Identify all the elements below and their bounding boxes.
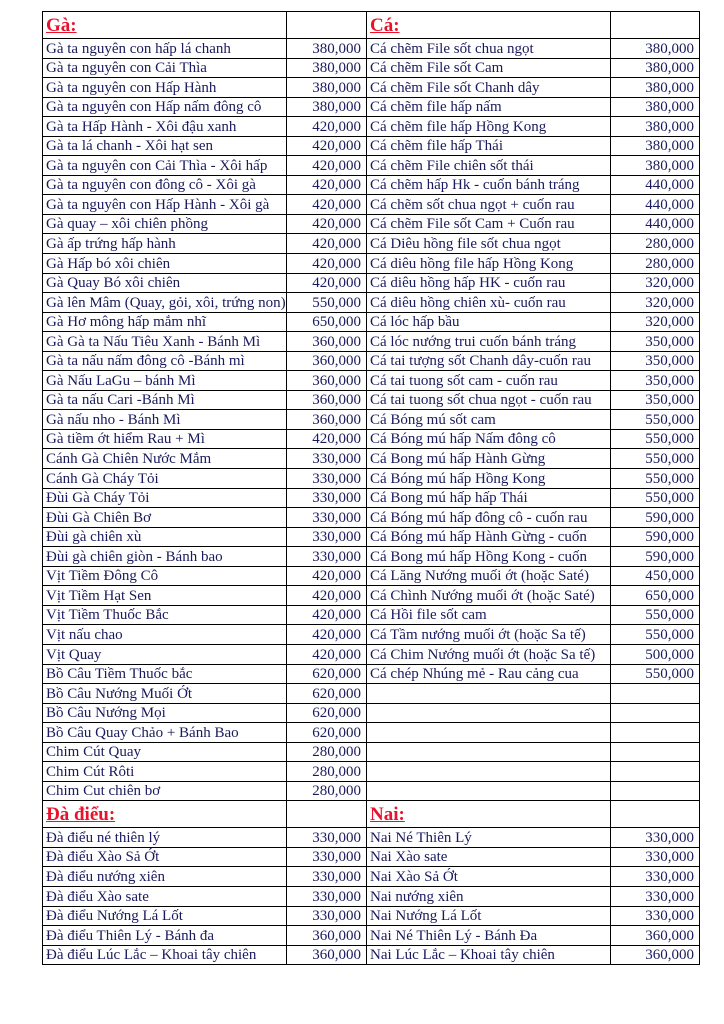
section-title-ga: Gà:	[43, 12, 287, 39]
item-name: Nai nướng xiên	[367, 886, 611, 906]
item-price: 380,000	[287, 58, 367, 78]
item-name: Gà ta nguyên con Cải Thìa	[43, 58, 287, 78]
item-name: Đùi Gà Chiên Bơ	[43, 508, 287, 528]
item-name: Cá Hồi file sốt cam	[367, 605, 611, 625]
item-price: 360,000	[287, 371, 367, 391]
item-price: 420,000	[287, 175, 367, 195]
item-price: 420,000	[287, 156, 367, 176]
item-name: Gà ta nguyên con đông cô - Xôi gà	[43, 175, 287, 195]
table-row	[43, 195, 700, 215]
table-row	[43, 78, 700, 98]
item-price: 440,000	[611, 175, 700, 195]
item-price: 420,000	[287, 234, 367, 254]
item-name: Cá Bóng mú sốt cam	[367, 410, 611, 430]
item-name: Đùi gà chiên xù	[43, 527, 287, 547]
item-price: 330,000	[287, 469, 367, 489]
item-name: Cá Bong mú hấp hấp Thái	[367, 488, 611, 508]
item-price: 360,000	[287, 410, 367, 430]
item-price: 550,000	[611, 449, 700, 469]
item-price: 380,000	[611, 39, 700, 59]
table-row	[43, 469, 700, 489]
item-name: Chim Cut chiên bơ	[43, 781, 287, 801]
empty-cell	[611, 742, 700, 762]
item-price: 330,000	[287, 488, 367, 508]
item-name: Cá chẽm File sốt Cam	[367, 58, 611, 78]
item-price: 380,000	[611, 58, 700, 78]
item-name: Gà ta nguyên con Hấp Hành	[43, 78, 287, 98]
table-row	[43, 625, 700, 645]
item-price: 380,000	[287, 78, 367, 98]
empty-cell	[367, 684, 611, 704]
item-price: 380,000	[287, 97, 367, 117]
item-name: Cá Chình Nướng muối ớt (hoặc Saté)	[367, 586, 611, 606]
item-name: Đà điểu nướng xiên	[43, 867, 287, 887]
item-price: 420,000	[287, 586, 367, 606]
item-name: Gà ta nguyên con Hấp Hành - Xôi gà	[43, 195, 287, 215]
item-name: Chim Cút Rôti	[43, 762, 287, 782]
table-row	[43, 293, 700, 313]
item-name: Bồ Câu Nướng Mọi	[43, 703, 287, 723]
section-title-nai: Nai:	[367, 801, 611, 828]
table-row	[43, 781, 700, 801]
table-row	[43, 390, 700, 410]
table-row	[43, 664, 700, 684]
item-price: 330,000	[611, 906, 700, 926]
item-price: 650,000	[611, 586, 700, 606]
item-price: 360,000	[287, 351, 367, 371]
item-name: Cá lóc nướng trui cuốn bánh tráng	[367, 332, 611, 352]
item-name: Gà Hấp bó xôi chiên	[43, 254, 287, 274]
item-price: 590,000	[611, 547, 700, 567]
table-row	[43, 410, 700, 430]
table-row	[43, 136, 700, 156]
table-row	[43, 449, 700, 469]
section-header-blank	[287, 801, 367, 828]
table-row	[43, 828, 700, 848]
item-name: Nai Nướng Lá Lốt	[367, 906, 611, 926]
empty-cell	[611, 723, 700, 743]
table-row	[43, 886, 700, 906]
table-row	[43, 703, 700, 723]
item-name: Cá chẽm File sốt chua ngọt	[367, 39, 611, 59]
section-header-blank	[611, 801, 700, 828]
item-name: Cá diêu hồng file hấp Hồng Kong	[367, 254, 611, 274]
item-name: Bồ Câu Quay Chảo + Bánh Bao	[43, 723, 287, 743]
item-name: Nai Né Thiên Lý	[367, 828, 611, 848]
table-row	[43, 742, 700, 762]
item-price: 550,000	[611, 429, 700, 449]
table-row	[43, 906, 700, 926]
table-row	[43, 156, 700, 176]
table-row	[43, 351, 700, 371]
table-row	[43, 566, 700, 586]
item-name: Cá Bong mú hấp Hồng Kong - cuốn	[367, 547, 611, 567]
item-name: Cá chẽm file hấp Thái	[367, 136, 611, 156]
item-price: 650,000	[287, 312, 367, 332]
item-price: 450,000	[611, 566, 700, 586]
item-name: Cá Bong mú hấp Hành Gừng	[367, 449, 611, 469]
item-name: Đà điểu Thiên Lý - Bánh đa	[43, 926, 287, 946]
item-price: 590,000	[611, 527, 700, 547]
item-price: 350,000	[611, 371, 700, 391]
item-price: 550,000	[611, 469, 700, 489]
item-price: 590,000	[611, 508, 700, 528]
section-title-dadieu: Đà điểu:	[43, 801, 287, 828]
item-name: Gà ta nấu Cari -Bánh Mì	[43, 390, 287, 410]
item-name: Đà điểu né thiên lý	[43, 828, 287, 848]
item-price: 420,000	[287, 273, 367, 293]
item-name: Gà ta nguyên con Cải Thìa - Xôi hấp	[43, 156, 287, 176]
item-price: 330,000	[287, 547, 367, 567]
item-name: Cá diêu hồng chiên xù- cuốn rau	[367, 293, 611, 313]
item-price: 420,000	[287, 136, 367, 156]
item-name: Cá tai tượng sốt Chanh dây-cuốn rau	[367, 351, 611, 371]
item-price: 320,000	[611, 273, 700, 293]
table-row	[43, 605, 700, 625]
item-price: 350,000	[611, 390, 700, 410]
table-row	[43, 117, 700, 137]
item-price: 420,000	[287, 566, 367, 586]
table-row	[43, 97, 700, 117]
menu-body	[43, 12, 700, 965]
table-row	[43, 371, 700, 391]
table-row	[43, 586, 700, 606]
item-name: Vịt Tiềm Thuốc Bắc	[43, 605, 287, 625]
table-row	[43, 723, 700, 743]
item-price: 360,000	[287, 332, 367, 352]
item-price: 550,000	[611, 605, 700, 625]
item-name: Đà điểu Lúc Lắc – Khoai tây chiên	[43, 945, 287, 965]
item-name: Gà Quay Bó xôi chiên	[43, 273, 287, 293]
item-name: Đùi gà chiên giòn - Bánh bao	[43, 547, 287, 567]
item-price: 620,000	[287, 664, 367, 684]
item-name: Gà nấu nho - Bánh Mì	[43, 410, 287, 430]
table-row	[43, 214, 700, 234]
item-price: 350,000	[611, 332, 700, 352]
item-name: Cá Tầm nướng muối ớt (hoặc Sa tế)	[367, 625, 611, 645]
item-price: 380,000	[611, 97, 700, 117]
item-name: Bồ Câu Tiềm Thuốc bắc	[43, 664, 287, 684]
item-price: 420,000	[287, 605, 367, 625]
item-name: Gà lên Mâm (Quay, gỏi, xôi, trứng non)	[43, 293, 287, 313]
table-row	[43, 39, 700, 59]
table-row	[43, 762, 700, 782]
table-row	[43, 273, 700, 293]
table-row	[43, 547, 700, 567]
item-name: Cánh Gà Chiên Nước Mắm	[43, 449, 287, 469]
item-price: 550,000	[611, 488, 700, 508]
item-price: 280,000	[287, 742, 367, 762]
table-row	[43, 312, 700, 332]
item-price: 360,000	[611, 926, 700, 946]
item-price: 330,000	[611, 886, 700, 906]
item-name: Vịt nấu chao	[43, 625, 287, 645]
item-price: 330,000	[611, 828, 700, 848]
table-row	[43, 945, 700, 965]
item-price: 330,000	[287, 906, 367, 926]
item-name: Gà Hơ mông hấp mắm nhĩ	[43, 312, 287, 332]
empty-cell	[611, 762, 700, 782]
item-name: Cá chẽm file hấp Hồng Kong	[367, 117, 611, 137]
empty-cell	[611, 684, 700, 704]
item-name: Cá chẽm File sốt Chanh dây	[367, 78, 611, 98]
item-name: Nai Né Thiên Lý - Bánh Đa	[367, 926, 611, 946]
item-name: Cá tai tuong sốt cam - cuốn rau	[367, 371, 611, 391]
item-price: 360,000	[287, 945, 367, 965]
item-price: 350,000	[611, 351, 700, 371]
item-price: 330,000	[611, 867, 700, 887]
item-price: 360,000	[287, 926, 367, 946]
item-price: 550,000	[287, 293, 367, 313]
item-name: Cá chẽm File sốt Cam + Cuốn rau	[367, 214, 611, 234]
section-header-blank	[287, 12, 367, 39]
item-price: 420,000	[287, 195, 367, 215]
item-name: Cá chẽm sốt chua ngọt + cuốn rau	[367, 195, 611, 215]
item-price: 280,000	[287, 781, 367, 801]
item-price: 330,000	[287, 508, 367, 528]
item-name: Gà tiềm ớt hiểm Rau + Mì	[43, 429, 287, 449]
item-price: 380,000	[611, 78, 700, 98]
item-price: 280,000	[287, 762, 367, 782]
item-name: Gà Nấu LaGu – bánh Mì	[43, 371, 287, 391]
table-row	[43, 527, 700, 547]
item-price: 440,000	[611, 195, 700, 215]
item-name: Nai Xào sate	[367, 847, 611, 867]
empty-cell	[367, 703, 611, 723]
item-name: Cá chẽm file hấp nấm	[367, 97, 611, 117]
table-row	[43, 847, 700, 867]
item-name: Vịt Tiềm Đông Cô	[43, 566, 287, 586]
section-header-row	[43, 12, 700, 39]
item-name: Gà ta nguyên con hấp lá chanh	[43, 39, 287, 59]
item-name: Gà quay – xôi chiên phồng	[43, 214, 287, 234]
item-name: Gà ta nguyên con Hấp nấm đông cô	[43, 97, 287, 117]
item-name: Cánh Gà Cháy Tỏi	[43, 469, 287, 489]
item-name: Đà điểu Xào Sả Ớt	[43, 847, 287, 867]
empty-cell	[367, 781, 611, 801]
item-name: Gà ấp trứng hấp hành	[43, 234, 287, 254]
item-name: Chim Cút Quay	[43, 742, 287, 762]
table-row	[43, 429, 700, 449]
section-title-ca: Cá:	[367, 12, 611, 39]
item-price: 380,000	[287, 39, 367, 59]
item-name: Nai Lúc Lắc – Khoai tây chiên	[367, 945, 611, 965]
item-name: Cá diêu hồng hấp HK - cuốn rau	[367, 273, 611, 293]
item-price: 380,000	[611, 136, 700, 156]
table-row	[43, 332, 700, 352]
item-price: 380,000	[611, 117, 700, 137]
item-price: 330,000	[287, 828, 367, 848]
item-name: Gà ta Hấp Hành - Xôi đậu xanh	[43, 117, 287, 137]
item-name: Cá tai tuong sốt chua ngọt - cuốn rau	[367, 390, 611, 410]
table-row	[43, 684, 700, 704]
item-price: 280,000	[611, 254, 700, 274]
item-price: 420,000	[287, 625, 367, 645]
item-name: Bồ Câu Nướng Muối Ớt	[43, 684, 287, 704]
table-row	[43, 867, 700, 887]
item-price: 330,000	[287, 867, 367, 887]
item-price: 280,000	[611, 234, 700, 254]
empty-cell	[367, 742, 611, 762]
item-name: Đà điểu Nướng Lá Lốt	[43, 906, 287, 926]
table-row	[43, 58, 700, 78]
table-row	[43, 488, 700, 508]
item-name: Nai Xào Sả Ớt	[367, 867, 611, 887]
item-price: 620,000	[287, 703, 367, 723]
item-name: Cá Bóng mú hấp Hành Gừng - cuốn	[367, 527, 611, 547]
section-header-row	[43, 801, 700, 828]
item-price: 440,000	[611, 214, 700, 234]
item-name: Cá chẽm hấp Hk - cuốn bánh tráng	[367, 175, 611, 195]
empty-cell	[611, 781, 700, 801]
table-row	[43, 644, 700, 664]
table-row	[43, 508, 700, 528]
item-price: 380,000	[611, 156, 700, 176]
item-name: Cá chẽm File chiên sốt thái	[367, 156, 611, 176]
table-row	[43, 926, 700, 946]
empty-cell	[367, 723, 611, 743]
table-row	[43, 175, 700, 195]
empty-cell	[611, 703, 700, 723]
item-name: Đà điểu Xào sate	[43, 886, 287, 906]
section-header-blank	[611, 12, 700, 39]
item-price: 320,000	[611, 312, 700, 332]
item-price: 620,000	[287, 723, 367, 743]
item-name: Cá Bóng mú hấp Hồng Kong	[367, 469, 611, 489]
item-price: 420,000	[287, 644, 367, 664]
item-price: 330,000	[287, 527, 367, 547]
table-row	[43, 254, 700, 274]
item-name: Gà Gà ta Nấu Tiêu Xanh - Bánh Mì	[43, 332, 287, 352]
item-price: 330,000	[287, 847, 367, 867]
item-name: Cá Diêu hồng file sốt chua ngọt	[367, 234, 611, 254]
item-price: 330,000	[287, 449, 367, 469]
item-name: Vịt Tiềm Hạt Sen	[43, 586, 287, 606]
item-name: Gà ta nấu nấm đông cô -Bánh mì	[43, 351, 287, 371]
item-price: 320,000	[611, 293, 700, 313]
item-name: Đùi Gà Cháy Tỏi	[43, 488, 287, 508]
item-price: 330,000	[287, 886, 367, 906]
item-name: Cá chép Nhúng mẻ - Rau cảng cua	[367, 664, 611, 684]
item-name: Cá Bóng mú hấp Nấm đông cô	[367, 429, 611, 449]
item-price: 420,000	[287, 254, 367, 274]
item-name: Cá Lăng Nướng muối ớt (hoặc Saté)	[367, 566, 611, 586]
item-price: 620,000	[287, 684, 367, 704]
item-price: 500,000	[611, 644, 700, 664]
item-price: 360,000	[287, 390, 367, 410]
item-price: 550,000	[611, 625, 700, 645]
item-name: Cá Bóng mú hấp đông cô - cuốn rau	[367, 508, 611, 528]
item-price: 550,000	[611, 664, 700, 684]
empty-cell	[367, 762, 611, 782]
item-name: Vịt Quay	[43, 644, 287, 664]
menu-table	[42, 11, 700, 965]
item-price: 550,000	[611, 410, 700, 430]
item-name: Cá Chim Nướng muối ớt (hoặc Sa tế)	[367, 644, 611, 664]
item-name: Cá lóc hấp bầu	[367, 312, 611, 332]
item-price: 420,000	[287, 117, 367, 137]
item-price: 420,000	[287, 214, 367, 234]
table-row	[43, 234, 700, 254]
item-name: Gà ta lá chanh - Xôi hạt sen	[43, 136, 287, 156]
item-price: 360,000	[611, 945, 700, 965]
item-price: 420,000	[287, 429, 367, 449]
item-price: 330,000	[611, 847, 700, 867]
